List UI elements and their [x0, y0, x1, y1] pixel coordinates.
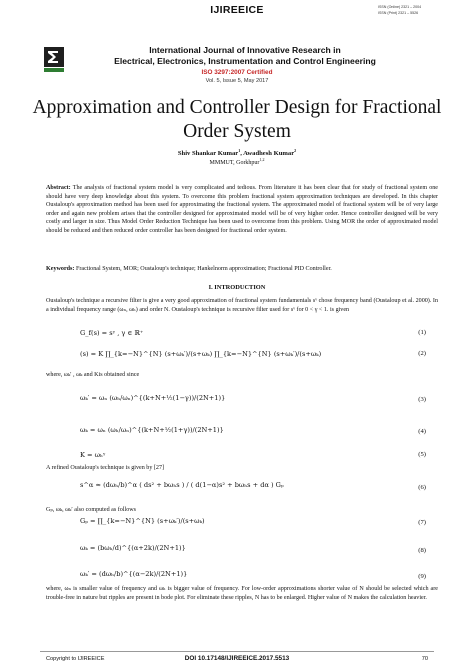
intro-paragraph: Oustaloup's technique a recursive filter is give a very good approximation of fractional system fundamentals sᵛ chose frequency band (Oustaloup et al. 2000). In a individual frequency range (ωₙ, ωₕ) and order N. Oustaloup's technique is recursive filter used for sᵛ for 0 < γ < 1. is given	[46, 298, 438, 313]
where-paragraph: where, ωₖ′ , ωₖ and Kis obtained since	[46, 372, 140, 378]
equation-number-5: (5)	[418, 451, 426, 458]
equation-4: ωₖ = ωₙ (ωₕ/ωₙ)^{(k+N+½(1+γ))/(2N+1)}	[80, 426, 224, 434]
equation-number-1: (1)	[418, 329, 426, 336]
abstract-text: The analysis of fractional system model is very complicated and tedious. From literature it has been clear that for study of fractional system one should have very deep knowledge about this system. To overcome this problem fractional system approximation techniques are developed. In this chapter Oustaloup's approximation method has been used for approximating the fractional system. The approximated model of fractional system will be of very large order and again new problem arises that the controller designed for approximated model will be of very higher order. Hence controller designed will be very costly and larger in size. Thus Model Order Reduction Technique has been used to overcome from this problem. Using MOR the order of approximated model should be reduced and then reduced order controller has been designed for fractional order system.	[46, 185, 438, 234]
paper-title: Approximation and Controller Design for Fractional Order System	[32, 97, 442, 142]
equation-number-4: (4)	[418, 428, 426, 435]
equation-3: ωₖ′ = ωₙ (ωₕ/ωₙ)^{(k+N+½(1−γ))/(2N+1)}	[80, 394, 226, 402]
author-line: Shiv Shankar Kumar$^1$, Awadhesh Kumar$^2$	[177, 147, 297, 157]
issn-print: ISSN (Print) 2321 – 5526	[378, 10, 419, 15]
keywords-label: Keywords:	[46, 266, 75, 272]
journal-title-line1: International Journal of Innovative Research in	[149, 45, 341, 55]
equation-number-9: (9)	[418, 573, 426, 580]
affiliation	[0, 157, 474, 166]
author-2: Awadhesh Kumar	[243, 150, 295, 157]
equation-6: s^α ≈ (dωₕ/b)^α ( ds² + bωₕs ) / ( d(1−α)s² + bωₕs + dα ) Gₚ	[80, 481, 284, 489]
author-1: Shiv Shankar Kumar	[177, 150, 239, 157]
journal-volume: Vol. 5, Issue 5, May 2017	[205, 78, 269, 84]
equation-number-2: (2)	[418, 350, 426, 357]
footer-copyright: Copyright to IJIREEICE	[46, 656, 105, 662]
journal-title	[60, 45, 430, 67]
equation-number-3: (3)	[418, 396, 426, 403]
equation-number-6: (6)	[418, 484, 426, 491]
equation-8: ωₖ = (bωₕ/d)^{(α+2k)/(2N+1)}	[80, 544, 186, 552]
journal-title-line2: Electrical, Electronics, Instrumentation and Control Engineering	[114, 56, 376, 66]
equation-7: Gₚ = ∏_{k=−N}^{N} (s+ωₖ′)/(s+ωₖ)	[80, 517, 205, 525]
equation-1: G_f(s) = sᵞ , γ ∈ ℝ⁺	[80, 329, 144, 337]
refined-paragraph: A refined Oustaloup's technique is given by [27]	[46, 465, 165, 471]
keywords	[46, 265, 438, 274]
issn-online: ISSN (Online) 2321 – 2004	[378, 5, 422, 9]
keywords-text: Fractional System, MOR; Oustaloup's technique; Hankelnorm approximation; Fractional PID Controller.	[75, 266, 332, 272]
equation-2: (s) = K ∏_{k=−N}^{N} (s+ωₖ′)/(s+ωₖ) ∏_{k=−N}^{N} (s+ωₖ′)/(s+ωₖ)	[80, 350, 322, 358]
abstract	[46, 184, 438, 235]
equation-5: K = ωₕᵞ	[80, 451, 106, 459]
equation-9: ωₖ′ = (dωₕ/b)^{(α−2k)/(2N+1)}	[80, 570, 188, 578]
footer-divider	[40, 651, 434, 652]
also-paragraph: Gₚ, ωₖ, ωₖ′ also computed as follows	[46, 507, 137, 513]
journal-abbreviation: IJIREEICE	[210, 4, 264, 16]
affiliation-text: MMMUT, Gorkhpur	[209, 160, 260, 166]
issn-block	[378, 5, 450, 16]
equation-number-8: (8)	[418, 547, 426, 554]
abstract-label: Abstract:	[46, 185, 71, 191]
section-heading-introduction: I. INTRODUCTION	[208, 284, 266, 291]
footer-doi-link[interactable]: DOI 10.17148/IJIREEICE.2017.5513	[184, 655, 290, 662]
equation-number-7: (7)	[418, 519, 426, 526]
journal-certification: ISO 3297:2007 Certified	[201, 69, 273, 76]
author-2-sup: 2	[294, 147, 297, 153]
footer-page-number: 70	[421, 656, 428, 662]
final-paragraph: where, ωₙ is smaller value of frequency and ωₕ is bigger value of frequency. For low-order approximations shorter value of N should be selected which are trouble-free in nature but ripples are present in bode plot. For eliminate these ripples, N has to be enlarged. Higher value of N makes the calculation heavier.	[46, 586, 438, 601]
author-1-sup: 1	[238, 147, 241, 153]
affiliation-sup: 1,2	[259, 157, 265, 162]
